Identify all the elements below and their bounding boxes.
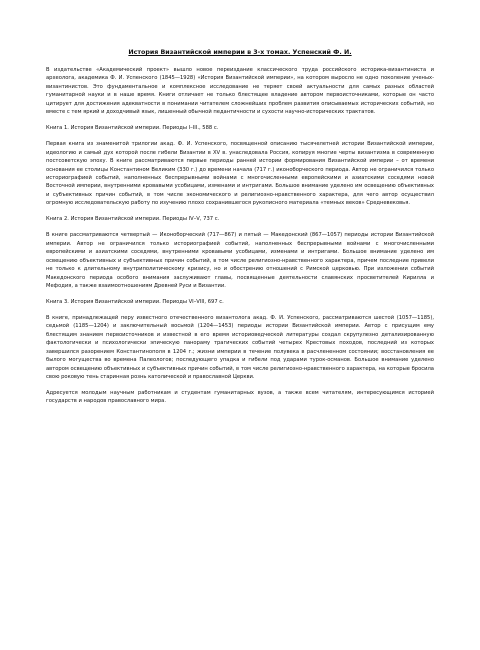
intro-paragraph: В издательстве «Академический проект» вышло новое переиздание классического труда российского историка-византиниста и археолога, академика Ф. И. Успенского (1845—1928) «История Византийской империи», на котором выросло не одно поколение ученых-византинистов. Это фундаментальное и комплексное исследование не теряет своей актуальности для самых разных областей гуманитарной науки и в наше время. Книги отличает не только блестящее владение автором первоисточниками, которые он часто цитирует для достижения адекватности в понимании читателем сложнейших проблем развития описываемых исторических событий, но вместе с тем яркий и доходчивый язык, лишенный обычной педантичности и сухости научно-исторических трактатов. [46, 67, 434, 116]
book-1-heading: Книга 1. История Византийской империи. Периоды I–III., 588 с. [46, 125, 219, 132]
book-1-description: Первая книга из знаменитой трилогии акад. Ф. И. Успенского, посвященной описанию тысячелетней истории Византийской империи, идеологию и самый дух которой после гибели Византии в XV в. унаследовала Россия, копируя многие черты византизма в современную постсоветскую эпоху. В книге рассматриваются первые периоды ранней истории формирования Византийской империи – от времени основания ее столицы Константином Великим (330 г.) до времени начала (717 г.) иконоборческого периода. Автор не ограничился только историографией событий, наполненных беспрерывными войнами с многочисленными европейскими и азиатскими соседями новой Восточной империи, внутренними кровавыми усобицами, изменами и интригами. Большое внимание уделено им освещению объективных и субъективных причин событий, в том числе экономического и религиозно-нравственного характера, для чего автор осуществил огромную исследовательскую работу по изучению плохо сохранившегося рукописного материала «темных веков» Средневековья. [46, 141, 434, 207]
book-3-description: В книге, принадлежащей перу известного отечественного византолога акад. Ф. И. Успенского, рассматриваются шестой (1057—1185), седьмой (1185—1204) и заключительный восьмой (1204—1453) периоды истории Византийской империи. Автор с присущим ему блестящим знанием первоисточников и известной в его время историоведческой литературы создал скрупулезно детализированную фактологически и психологически эпическую панораму трагических событий четырех Крестовых походов, последний из которых завершился разорением Константинополя в 1204 г.; жизни империи в течение полувека в расчлененном состоянии; восстановления ее былого могущества во времена Палеологов; последующего упадка и гибели под ударами турок-османов. Большое внимание уделено автором освещению объективных и субъективных причин событий, в том числе религиозно-нравственного характера, на которые бросила свою роковую тень старинная рознь католической и православной Церкви. [46, 314, 434, 381]
book-2-description: В книге рассматриваются четвертый — Иконоборческий (717—867) и пятый — Македонский (867—1057) периоды истории Византийской империи. Автор не ограничился только историографией событий, наполненных беспрерывными войнами с многочисленными европейскими и азиатскими соседями, внутренними кровавыми усобицами, изменами и интригами. Большое внимание уделено им освещению объективных и субъективных причин событий, в том числе религиозно-нравственного характера, причем последние привели не только к длительному внутриполитическому кризису, но и обострению отношений с Римской церковью. При изложении событий Македонского периода особого внимания заслуживают главы, посвященные деятельности славянских просветителей Кирилла и Мефодия, а также взаимоотношениям Древней Руси и Византии. [46, 232, 434, 289]
document-title: История Византийской империи в 3-х томах. Успенский Ф. И. [128, 49, 352, 56]
book-3-heading: Книга 3. История Византийской империи. Периоды VI–VIII, 697 с. [46, 298, 224, 305]
book-2-heading: Книга 2. История Византийской империи. Периоды IV–V, 737 с. [46, 216, 220, 223]
closing-paragraph: Адресуется молодым научным работникам и студентам гуманитарных вузов, а также всем читателям, интересующимся историей государств и народов православного мира. [46, 390, 434, 405]
